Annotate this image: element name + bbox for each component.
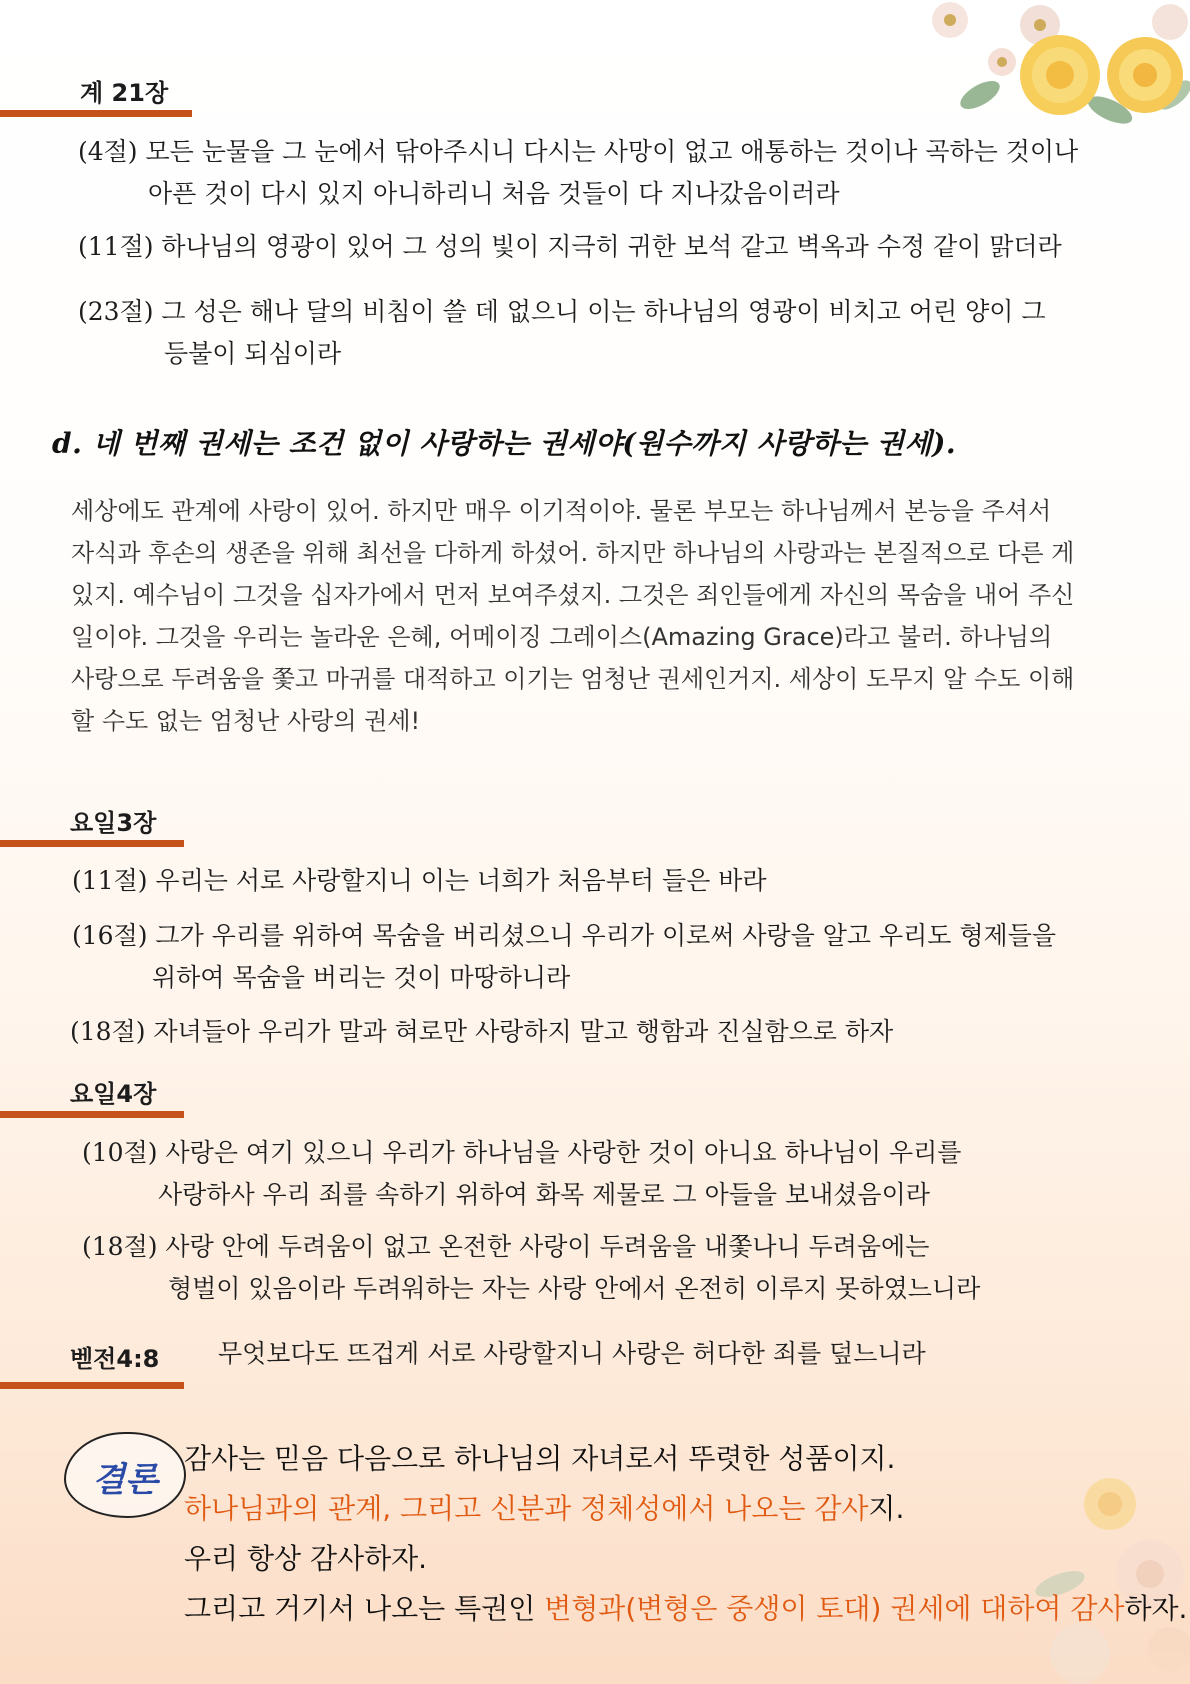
verse-rev21-11 [78, 226, 1062, 268]
verse-number: (18절) [70, 1017, 146, 1046]
verse-text-cont: 형벌이 있음이라 두려워하는 자는 사랑 안에서 온전히 이루지 못하였느니라 [168, 1274, 981, 1303]
heading-text: 요일4장 [70, 1080, 157, 1108]
verse-1john4-10 [82, 1132, 961, 1216]
conclusion-line-end: 지. [868, 1492, 905, 1525]
verse-text-cont: 사랑하사 우리 죄를 속하기 위하여 화목 제물로 그 아들을 보내셨음이라 [158, 1180, 930, 1209]
paragraph-line: 사랑으로 두려움을 쫓고 마귀를 대적하고 이기는 엄청난 권세인거지. 세상이 도무지 알 수도 이해 [71, 665, 1075, 693]
verse-rev21-4 [78, 131, 1078, 215]
paragraph-line: 할 수도 없는 엄청난 사랑의 권세! [71, 707, 421, 735]
paragraph-line: 세상에도 관계에 사랑이 있어. 하지만 매우 이기적이야. 물론 부모는 하나님께서 본능을 주셔서 [71, 497, 1052, 525]
verse-1john3-11 [72, 860, 767, 902]
paragraph-line: 자식과 후손의 생존을 위해 최선을 다하게 하셨어. 하지만 하나님의 사랑과는 본질적으로 다른 게 [71, 539, 1075, 567]
highlight-text: 변형과(변형은 중생이 토대) 권세에 대하여 감사 [544, 1592, 1125, 1625]
verse-text: 모든 눈물을 그 눈에서 닦아주시니 다시는 사망이 없고 애통하는 것이나 곡하는 것이나 [145, 137, 1079, 166]
conclusion-line: 우리 항상 감사하자. [184, 1542, 428, 1575]
verse-1peter4-8-text: 무엇보다도 뜨겁게 서로 사랑할지니 사랑은 허다한 죄를 덮느니라 [218, 1339, 926, 1368]
verse-number: (11절) [72, 866, 148, 895]
verse-text: 사랑 안에 두려움이 없고 온전한 사랑이 두려움을 내쫓나니 두려움에는 [165, 1232, 930, 1261]
verse-text: 그 성은 해나 달의 비침이 쓸 데 없으니 이는 하나님의 영광이 비치고 어린 양이 그 [161, 297, 1046, 326]
highlight-text: 하나님과의 관계, 그리고 신분과 정체성에서 나오는 감사 [184, 1492, 869, 1525]
verse-text-cont: 아픈 것이 다시 있지 아니하리니 처음 것들이 다 지나갔음이러라 [148, 179, 840, 208]
conclusion-line [184, 1584, 1187, 1634]
verse-number: (18절) [82, 1232, 158, 1261]
verse-number: (10절) [82, 1138, 158, 1167]
verse-rev21-23 [78, 291, 1045, 375]
conclusion-line [184, 1484, 1187, 1534]
verse-text-cont: 위하여 목숨을 버리는 것이 마땅하니라 [152, 963, 571, 992]
verse-number: (23절) [78, 297, 154, 326]
section-heading-1peter4-8 [0, 1337, 184, 1391]
verse-text: 자녀들아 우리가 말과 혀로만 사랑하지 말고 행함과 진실함으로 하자 [153, 1017, 894, 1046]
verse-text: 그가 우리를 위하여 목숨을 버리셨으니 우리가 이로써 사랑을 알고 우리도 형제들을 [155, 921, 1056, 950]
verse-text-cont: 등불이 되심이라 [164, 339, 341, 368]
section-heading-1john4 [0, 1073, 184, 1123]
verse-1john3-16 [72, 915, 1056, 999]
verse-1john3-18 [70, 1011, 893, 1053]
conclusion-line: 감사는 믿음 다음으로 하나님의 자녀로서 뚜렷한 성품이지. [184, 1442, 896, 1475]
heading-underline [0, 840, 184, 847]
paragraph-line: 있지. 예수님이 그것을 십자가에서 먼저 보여주셨지. 그것은 죄인들에게 자신의 목숨을 내어 주신 [71, 581, 1075, 609]
paragraph-line: 일이야. 그것을 우리는 놀라운 은혜, 어메이징 그레이스(Amazing Grace)라고 불러. 하나님의 [71, 623, 1053, 651]
verse-text: 사랑은 여기 있으니 우리가 하나님을 사랑한 것이 아니요 하나님이 우리를 [165, 1138, 962, 1167]
verse-text: 하나님의 영광이 있어 그 성의 빛이 지극히 귀한 보석 같고 벽옥과 수정 같이 맑더라 [161, 232, 1062, 261]
heading-text: 벧전4:8 [70, 1345, 160, 1373]
verse-1john4-18 [82, 1226, 980, 1310]
conclusion-line-start: 그리고 거기서 나오는 특권인 [184, 1592, 545, 1625]
verse-number: (4절) [78, 137, 138, 166]
paragraph-fourth-authority [71, 490, 1141, 742]
conclusion-text [184, 1434, 1187, 1634]
heading-text: 계 21장 [80, 79, 169, 107]
conclusion-line-end: 하자. [1124, 1592, 1188, 1625]
subheading-fourth-authority: d. 네 번째 권세는 조건 없이 사랑하는 권세야(원수까지 사랑하는 권세). [52, 427, 957, 460]
section-heading-1john3 [0, 802, 184, 852]
heading-text: 요일3장 [70, 809, 157, 837]
verse-number: (16절) [72, 921, 148, 950]
section-heading-rev21 [0, 70, 192, 120]
verse-text: 우리는 서로 사랑할지니 이는 너희가 처음부터 들은 바라 [155, 866, 767, 895]
heading-underline [0, 1111, 184, 1118]
verse-number: (11절) [78, 232, 154, 261]
heading-underline [0, 1382, 184, 1389]
conclusion-badge [64, 1432, 186, 1518]
conclusion-badge-label: 결론 [92, 1460, 158, 1500]
heading-underline [0, 110, 192, 117]
